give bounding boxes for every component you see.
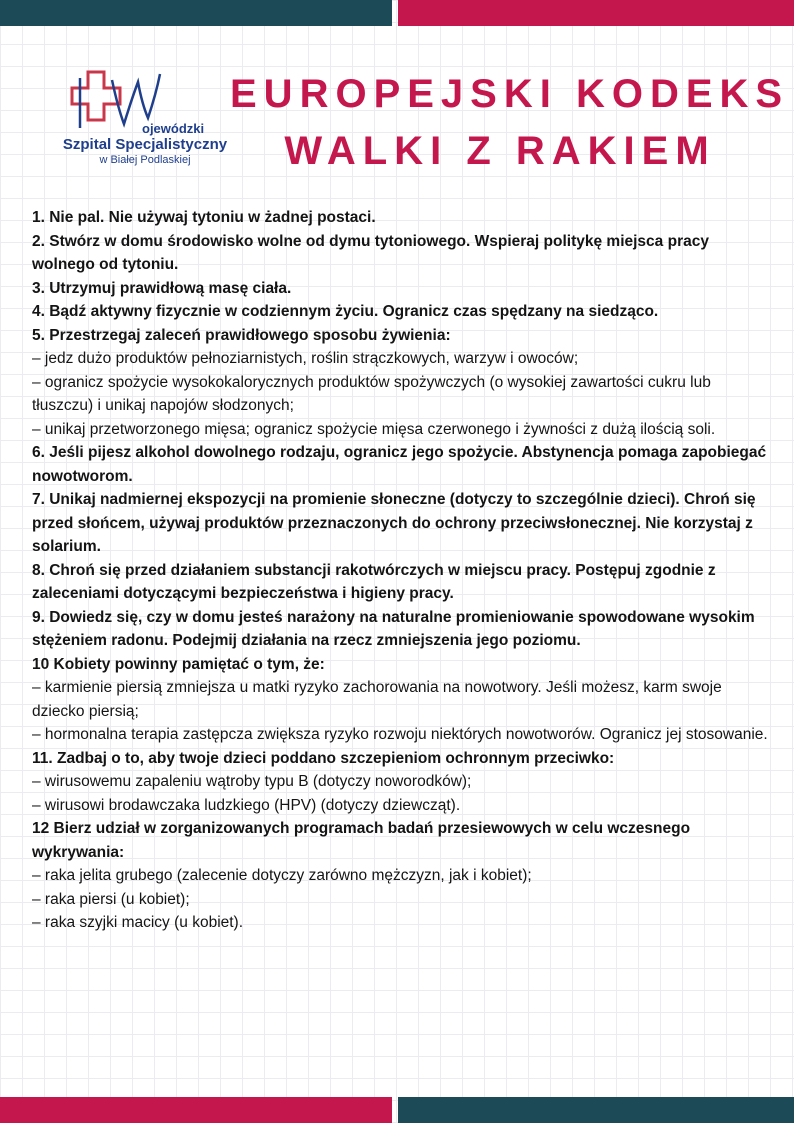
list-item: – raka szyjki macicy (u kobiet). (32, 914, 244, 931)
top-bar-dark (0, 0, 392, 26)
list-item: – raka jelita grubego (zalecenie dotyczy zarówno mężczyzn, jak i kobiet); (32, 867, 532, 884)
list-item: – wirusowemu zapaleniu wątroby typu B (dotyczy noworodków); (32, 773, 472, 790)
list-item: 9. Dowiedz się, czy w domu jesteś narażony na naturalne promieniowanie spowodowane wysokim stężeniem radonu. Podejmij działania na rzecz zmniejszenia jego poziomu. (32, 608, 755, 649)
list-item: 5. Przestrzegaj zaleceń prawidłowego sposobu żywienia: (32, 326, 451, 344)
top-bar-accent (398, 0, 794, 26)
logo-hospital-city: w Białej Podlaskiej (99, 154, 191, 166)
bottom-bar-dark (398, 1097, 794, 1123)
list-item: – karmienie piersią zmniejsza u matki ryzyko zachorowania na nowotwory. Jeśli możesz, karm swoje dziecko piersią; (32, 679, 722, 720)
logo-text-line1: ojewódzki (142, 121, 205, 136)
logo-hospital-name: Szpital Specjalistyczny (62, 136, 228, 153)
list-item: 6. Jeśli pijesz alkohol dowolnego rodzaju, ogranicz jego spożycie. Abstynencja pomaga zapobiegać nowotworom. (32, 444, 767, 485)
list-item: 12 Bierz udział w zorganizowanych programach badań przesiewowych w celu wczesnego wykrywania: (32, 820, 691, 861)
list-item: 3. Utrzymuj prawidłową masę ciała. (32, 279, 292, 297)
list-item: 10 Kobiety powinny pamiętać o tym, że: (32, 655, 325, 673)
code-list (32, 206, 772, 935)
title-line-1: EUROPEJSKI KODEKS (230, 72, 790, 116)
list-item: – wirusowi brodawczaka ludzkiego (HPV) (dotyczy dziewcząt). (32, 796, 461, 814)
list-item: – unikaj przetworzonego mięsa; ogranicz spożycie mięsa czerwonego i żywności z dużą ilością soli. (32, 420, 716, 438)
title-line-2: WALKI Z RAKIEM (284, 129, 716, 173)
hospital-logo (50, 68, 240, 178)
list-item: – raka piersi (u kobiet); (32, 890, 190, 908)
list-item: 2. Stwórz w domu środowisko wolne od dymu tytoniowego. Wspieraj politykę miejsca pracy wolnego od tytoniu. (32, 232, 709, 273)
list-item: – hormonalna terapia zastępcza zwiększa ryzyko rozwoju niektórych nowotworów. Ogranicz jej stosowanie. (32, 726, 768, 743)
list-item: 11. Zadbaj o to, aby twoje dzieci poddano szczepieniom ochronnym przeciwko: (32, 749, 615, 767)
bottom-bar-accent (0, 1097, 392, 1123)
list-item: 8. Chroń się przed działaniem substancji rakotwórczych w miejscu pracy. Postępuj zgodnie z zaleceniami dotyczącymi bezpieczeństwa i higieny pracy. (32, 561, 716, 602)
list-item: 4. Bądź aktywny fizycznie w codziennym życiu. Ogranicz czas spędzany na siedząco. (32, 303, 659, 320)
page-title (230, 66, 790, 180)
list-item: 1. Nie pal. Nie używaj tytoniu w żadnej postaci. (32, 209, 376, 226)
list-item: – jedz dużo produktów pełnoziarnistych, roślin strączkowych, warzyw i owoców; (32, 350, 579, 367)
list-item: – ogranicz spożycie wysokokalorycznych produktów spożywczych (o wysokiej zawartości cukru lub tłuszczu) i unikaj napojów słodzonych; (32, 373, 711, 414)
list-item: 7. Unikaj nadmiernej ekspozycji na promienie słoneczne (dotyczy to szczególnie dzieci). Chroń się przed słońcem, używaj produktów przeznaczonych do ochrony przeciwsłonecznej. Nie korzystaj z solarium. (32, 491, 756, 555)
